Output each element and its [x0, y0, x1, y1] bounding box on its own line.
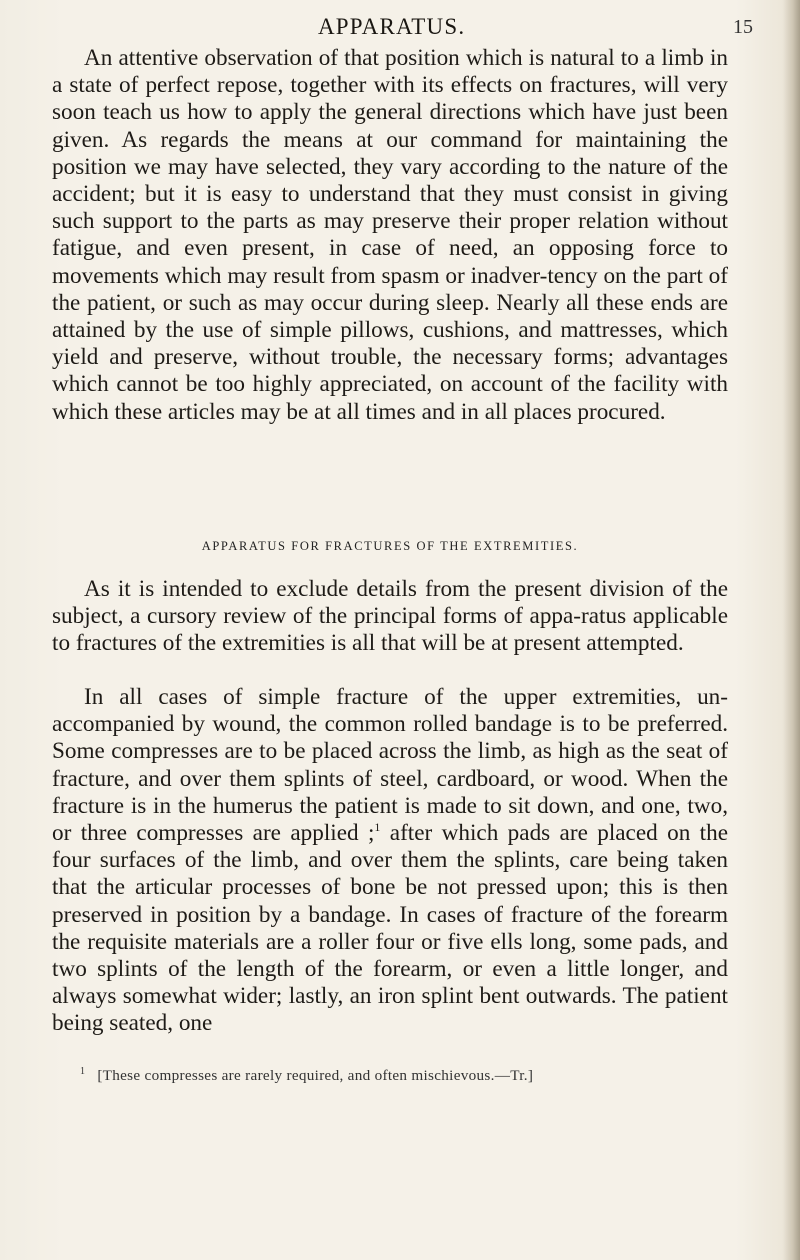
- page-edge-shadow: [782, 0, 800, 1260]
- footnote-mark: 1: [80, 1066, 86, 1077]
- section-heading: APPARATUS FOR FRACTURES OF THE EXTREMITIES.: [201, 539, 579, 553]
- footnote: [80, 1066, 720, 1085]
- paragraph-text-part2: after which pads are placed on the four surfaces of the limb, and over them the splints, care being taken that the articular processes of bone be not pressed upon; this is then preserved in position by a bandage. In cases of fracture of the forearm the requisite materials are a roller four or five ells long, some pads, and two splints of the length of the forearm, or even a little longer, and always somewhat wider; lastly, an iron splint bent outwards. The patient being seated, one: [52, 820, 729, 1037]
- footnote-text: [These compresses are rarely required, and often mischievous.—Tr.]: [97, 1067, 534, 1084]
- page-number: 15: [733, 16, 753, 38]
- running-head: APPARATUS.: [318, 14, 466, 39]
- paragraph-position-of-limb: [52, 45, 728, 426]
- paragraph-text-part1: In all cases of simple fracture of the upper extremities, un-accompanied by wound, the common rolled bandage is to be preferred. Some compresses are to be placed across the limb, as high as the seat of fracture, and over them splints of steel, cardboard, or wood. When the fracture is in the humerus the patient is made to sit down, and one, two, or three compresses are applied ;: [52, 684, 728, 847]
- paragraph-text: As it is intended to exclude details from the present division of the subject, a cursory review of the principal forms of appa-ratus applicable to fractures of the extremities is all that will be at present attempted.: [52, 576, 728, 657]
- paragraph-upper-extremities: [52, 684, 728, 1038]
- paragraph-intro-apparatus: [52, 576, 728, 658]
- footnote-reference: 1: [374, 820, 381, 835]
- paragraph-text: An attentive observation of that position which is natural to a limb in a state of perfect repose, together with its effects on fractures, will very soon teach us how to apply the general directions which have just been given. As regards the means at our command for maintaining the position we may have selected, they vary according to the nature of the accident; but it is easy to understand that they must consist in giving such support to the parts as may preserve their proper relation without fatigue, and even present, in case of need, an opposing force to movements which may result from spasm or inadver-tency on the part of the patient, or such as may occur during sleep. Nearly all these ends are attained by the use of simple pillows, cushions, and mattresses, which yield and preserve, without trouble, the necessary forms; advantages which cannot be too highly appreciated, on account of the facility with which these articles may be at all times and in all places procured.: [52, 45, 728, 425]
- paragraph-text: [52, 684, 728, 1038]
